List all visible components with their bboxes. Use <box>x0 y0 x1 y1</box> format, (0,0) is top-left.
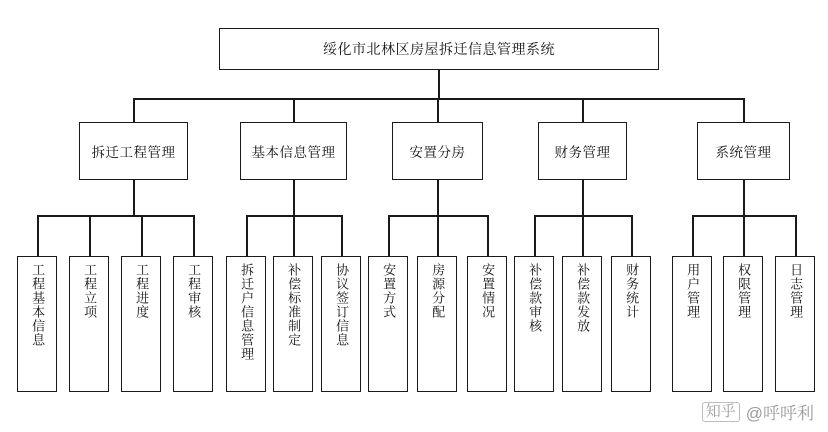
node-leaf-4-2 <box>775 256 815 392</box>
connector-branch-0-stem <box>133 98 135 122</box>
node-leaf-4-1 <box>723 256 763 392</box>
node-leaf-3-1 <box>562 256 602 392</box>
connector-leaf-4-0-stem <box>692 215 694 256</box>
node-leaf-0-0-label: 工程基本信息 <box>30 263 46 347</box>
node-leaf-1-0-label: 拆迁户信息管理 <box>239 263 255 361</box>
node-leaf-2-1 <box>417 256 457 392</box>
node-leaf-2-1-label: 房源分配 <box>430 263 446 319</box>
watermark <box>702 399 814 424</box>
node-leaf-0-0 <box>17 256 57 392</box>
node-branch-3-label: 财务管理 <box>554 145 611 160</box>
connector-leaf-3-0-stem <box>534 215 536 256</box>
node-leaf-0-1-label: 工程立项 <box>82 263 98 319</box>
watermark-text: @呼呼利 <box>745 404 814 423</box>
node-branch-1-label: 基本信息管理 <box>251 145 336 160</box>
node-leaf-1-0 <box>226 256 266 392</box>
node-leaf-4-0-label: 用户管理 <box>685 263 701 319</box>
connector-leaf-2-1-stem <box>437 215 439 256</box>
connector-branch-0-bus <box>37 215 193 217</box>
node-branch-2 <box>392 122 483 180</box>
node-leaf-0-1 <box>69 256 109 392</box>
connector-leaf-1-0-stem <box>246 215 248 256</box>
connector-leaf-0-1-stem <box>89 215 91 256</box>
node-leaf-3-2 <box>611 256 651 392</box>
node-leaf-3-0-label: 补偿款审核 <box>527 263 543 333</box>
connector-leaf-2-2-stem <box>487 215 489 256</box>
connector-leaf-4-2-stem <box>795 215 797 256</box>
node-leaf-3-1-label: 补偿款发放 <box>575 263 591 333</box>
connector-leaf-2-0-stem <box>388 215 390 256</box>
node-leaf-2-2-label: 安置情况 <box>480 263 496 319</box>
connector-leaf-0-0-stem <box>37 215 39 256</box>
zhihu-logo-icon: 知乎 <box>702 402 740 422</box>
node-leaf-4-2-label: 日志管理 <box>788 263 804 319</box>
node-branch-0 <box>79 122 188 180</box>
connector-leaf-1-2-stem <box>341 215 343 256</box>
node-leaf-0-3 <box>173 256 213 392</box>
node-leaf-0-2-label: 工程进度 <box>134 263 150 319</box>
connector-level2-bus <box>133 98 744 100</box>
connector-leaf-3-2-stem <box>631 215 633 256</box>
node-leaf-1-1-label: 补偿标准制定 <box>286 263 302 347</box>
connector-branch-3-stem <box>582 98 584 122</box>
node-leaf-1-2-label: 协议签订信息 <box>334 263 350 347</box>
connector-root-stem <box>438 70 440 99</box>
node-leaf-0-3-label: 工程审核 <box>186 263 202 319</box>
node-leaf-3-2-label: 财务统计 <box>624 263 640 319</box>
node-leaf-0-2 <box>121 256 161 392</box>
connector-branch-1-down <box>293 180 295 216</box>
node-leaf-3-0 <box>514 256 554 392</box>
node-root <box>219 28 659 70</box>
node-branch-1 <box>240 122 347 180</box>
connector-branch-3-down <box>582 180 584 216</box>
node-branch-4-label: 系统管理 <box>715 145 772 160</box>
connector-leaf-0-3-stem <box>193 215 195 256</box>
node-branch-3 <box>538 122 627 180</box>
node-leaf-1-1 <box>273 256 313 392</box>
node-root-label: 绥化市北林区房屋拆迁信息管理系统 <box>323 41 555 57</box>
connector-branch-0-down <box>133 180 135 216</box>
node-leaf-2-0 <box>368 256 408 392</box>
node-leaf-4-1-label: 权限管理 <box>736 263 752 319</box>
connector-branch-1-stem <box>293 98 295 122</box>
connector-branch-2-down <box>437 180 439 216</box>
node-leaf-1-2 <box>321 256 361 392</box>
node-leaf-2-2 <box>467 256 507 392</box>
connector-branch-4-down <box>743 180 745 216</box>
node-leaf-4-0 <box>672 256 712 392</box>
node-leaf-2-0-label: 安置方式 <box>381 263 397 319</box>
connector-leaf-1-1-stem <box>293 215 295 256</box>
node-branch-4 <box>697 122 790 180</box>
connector-branch-2-stem <box>437 98 439 122</box>
node-branch-0-label: 拆迁工程管理 <box>91 145 176 160</box>
node-branch-2-label: 安置分房 <box>409 145 466 160</box>
connector-leaf-4-1-stem <box>743 215 745 256</box>
connector-leaf-0-2-stem <box>141 215 143 256</box>
connector-leaf-3-1-stem <box>582 215 584 256</box>
connector-branch-4-stem <box>743 98 745 122</box>
